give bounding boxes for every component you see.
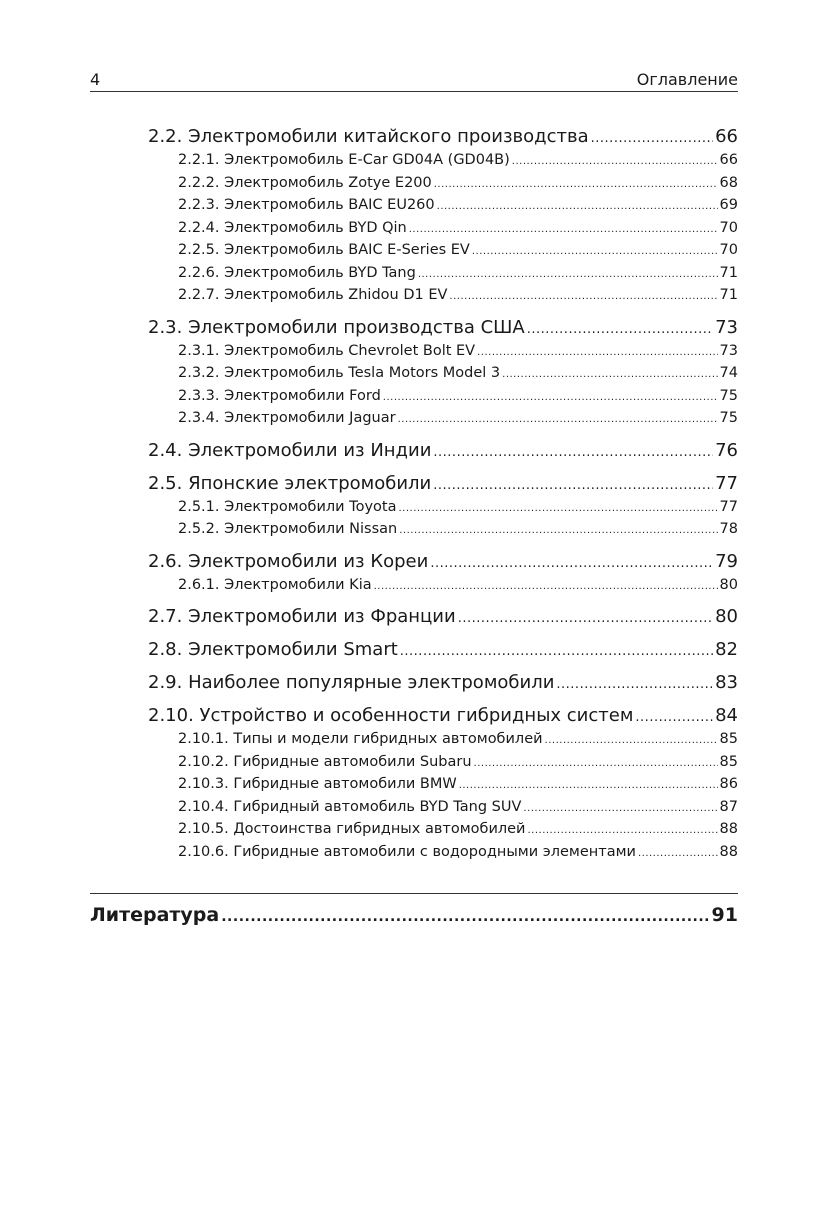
- toc-entry-page: 71: [719, 264, 738, 281]
- toc-leader-dots: [638, 841, 718, 866]
- header-rule: [90, 91, 738, 92]
- toc-entry[interactable]: [148, 385, 738, 408]
- toc-entry-page: 79: [715, 550, 738, 572]
- toc-leader-dots: [545, 728, 718, 753]
- toc-entry-title: 2.2. Электромобили китайского производства: [148, 126, 589, 147]
- toc-leader-dots: [398, 496, 717, 521]
- toc-entry-title: 2.7. Электромобили из Франции: [148, 606, 456, 627]
- toc-entry[interactable]: [148, 315, 738, 340]
- toc-entry[interactable]: [148, 149, 738, 172]
- toc-entry-title: 2.10.4. Гибридный автомобиль BYD Tang SUV: [178, 798, 522, 815]
- toc-entry-page: 70: [719, 242, 738, 258]
- toc-entry-title: 2.10.2. Гибридные автомобили Subaru: [178, 753, 472, 770]
- toc-entry-page: 86: [719, 776, 738, 792]
- toc-entry-page: 76: [715, 439, 738, 461]
- toc-leader-dots: [477, 340, 717, 365]
- toc-entry-title: 2.6.1. Электромобили Kia: [178, 576, 372, 593]
- toc-entry-title: 2.3. Электромобили производства США: [148, 316, 525, 338]
- toc-leader-dots: [374, 574, 718, 599]
- toc-leader-dots: [459, 773, 718, 798]
- page-number: 4: [90, 70, 101, 89]
- toc-entry-page: 66: [715, 126, 738, 147]
- toc-entry[interactable]: [148, 217, 738, 240]
- toc-entry-page: 83: [715, 672, 738, 693]
- toc-leader-dots: [591, 124, 713, 151]
- toc-entry-page: 82: [715, 639, 738, 660]
- toc-entry[interactable]: [148, 194, 738, 217]
- toc-entry-title: 2.5.2. Электромобили Nissan: [178, 521, 398, 537]
- toc-entry-literature[interactable]: [90, 900, 738, 930]
- toc-entry-page: 75: [719, 410, 738, 426]
- toc-entry[interactable]: [148, 604, 738, 629]
- toc-entry-page: 77: [719, 498, 738, 515]
- toc-leader-dots: [409, 217, 718, 242]
- toc-leader-dots: [527, 315, 713, 342]
- toc-entry[interactable]: [148, 637, 738, 662]
- toc-entry[interactable]: [148, 172, 738, 195]
- toc-entry-title: Литература: [90, 904, 220, 926]
- toc-entry[interactable]: [148, 407, 738, 430]
- toc-leader-dots: [474, 751, 718, 776]
- toc-entry-title: 2.4. Электромобили из Индии: [148, 439, 432, 461]
- toc-leader-dots: [556, 670, 713, 697]
- toc-entry-page: 69: [719, 197, 738, 213]
- toc-entry-title: 2.2.3. Электромобиль BAIC EU260: [178, 197, 435, 213]
- toc-entry[interactable]: [148, 751, 738, 774]
- toc-leader-dots: [398, 407, 718, 432]
- toc-entry-title: 2.2.5. Электромобиль BAIC E-Series EV: [178, 242, 470, 258]
- toc-entry-page: 71: [719, 287, 738, 303]
- toc-entry-title: 2.9. Наиболее популярные электромобили: [148, 672, 555, 693]
- toc-entry-page: 85: [719, 753, 738, 770]
- toc-leader-dots: [527, 818, 717, 843]
- toc-entry-title: 2.2.4. Электромобиль BYD Qin: [178, 219, 407, 236]
- toc-entry-page: 91: [711, 904, 738, 926]
- toc-entry[interactable]: [148, 471, 738, 496]
- table-of-contents: [148, 124, 738, 863]
- toc-leader-dots: [472, 239, 718, 264]
- toc-leader-dots: [383, 385, 718, 410]
- toc-entry-page: 78: [719, 521, 738, 537]
- toc-entry-title: 2.2.1. Электромобиль E-Car GD04A (GD04B): [178, 152, 510, 168]
- toc-entry-page: 88: [719, 821, 738, 837]
- toc-leader-dots: [430, 549, 713, 576]
- toc-entry-title: 2.10.6. Гибридные автомобили с водородными элементами: [178, 843, 636, 860]
- toc-entry[interactable]: [148, 574, 738, 597]
- toc-entry-page: 87: [719, 798, 738, 815]
- toc-entry-page: 77: [715, 472, 738, 494]
- toc-leader-dots: [437, 194, 718, 219]
- toc-leader-dots: [523, 796, 717, 821]
- toc-entry-page: 73: [715, 316, 738, 338]
- toc-entry[interactable]: [148, 728, 738, 751]
- toc-entry-title: 2.5.1. Электромобили Toyota: [178, 498, 397, 515]
- toc-entry-page: 80: [715, 606, 738, 627]
- toc-entry-title: 2.2.7. Электромобиль Zhidou D1 EV: [178, 287, 448, 303]
- toc-leader-dots: [449, 284, 717, 309]
- toc-entry-title: 2.3.4. Электромобили Jaguar: [178, 410, 396, 426]
- toc-entry[interactable]: [148, 438, 738, 463]
- toc-entry-page: 85: [719, 731, 738, 747]
- toc-entry-title: 2.10. Устройство и особенности гибридных систем: [148, 705, 634, 726]
- toc-entry-page: 68: [719, 174, 738, 191]
- toc-leader-dots: [434, 172, 718, 197]
- running-title: Оглавление: [636, 70, 738, 89]
- toc-entry-page: 66: [719, 152, 738, 168]
- toc-entry[interactable]: [148, 362, 738, 385]
- toc-leader-dots: [400, 637, 713, 664]
- toc-entry-page: 70: [719, 219, 738, 236]
- toc-entry-page: 75: [719, 387, 738, 404]
- toc-entry-title: 2.8. Электромобили Smart: [148, 639, 398, 660]
- toc-entry[interactable]: [148, 124, 738, 149]
- toc-leader-dots: [635, 703, 713, 730]
- toc-entry[interactable]: [148, 670, 738, 695]
- toc-entry[interactable]: [148, 284, 738, 307]
- toc-entry[interactable]: [148, 703, 738, 728]
- toc-entry[interactable]: [148, 262, 738, 285]
- toc-entry-title: 2.10.1. Типы и модели гибридных автомобилей: [178, 731, 543, 747]
- toc-leader-dots: [418, 262, 718, 287]
- toc-entry-page: 88: [719, 843, 738, 860]
- toc-entry-title: 2.5. Японские электромобили: [148, 472, 432, 494]
- toc-leader-dots: [458, 604, 713, 631]
- toc-leader-dots: [433, 438, 713, 465]
- toc-entry-title: 2.3.2. Электромобиль Tesla Motors Model 3: [178, 365, 501, 381]
- toc-entry[interactable]: [148, 773, 738, 796]
- toc-leader-dots: [512, 149, 718, 174]
- toc-leader-dots: [399, 518, 717, 543]
- toc-entry-title: 2.10.3. Гибридные автомобили BMW: [178, 776, 457, 792]
- toc-entry-page: 80: [719, 576, 738, 593]
- toc-entry-title: 2.3.1. Электромобиль Chevrolet Bolt EV: [178, 342, 476, 359]
- page-header: [90, 70, 738, 92]
- toc-leader-dots: [502, 362, 717, 387]
- toc-leader-dots: [221, 900, 709, 932]
- toc-entry[interactable]: [148, 518, 738, 541]
- toc-entry[interactable]: [148, 496, 738, 519]
- toc-entry-title: 2.2.2. Электромобиль Zotye E200: [178, 174, 432, 191]
- section-rule: [90, 893, 738, 894]
- toc-entry-page: 84: [715, 705, 738, 726]
- toc-entry[interactable]: [148, 796, 738, 819]
- toc-entry-title: 2.3.3. Электромобили Ford: [178, 387, 381, 404]
- toc-entry-title: 2.10.5. Достоинства гибридных автомобилей: [178, 821, 526, 837]
- toc-entry[interactable]: [148, 340, 738, 363]
- toc-entry[interactable]: [148, 239, 738, 262]
- toc-entry[interactable]: [148, 818, 738, 841]
- toc-entry[interactable]: [148, 549, 738, 574]
- toc-entry-page: 73: [719, 342, 738, 359]
- toc-entry-title: 2.6. Электромобили из Кореи: [148, 550, 429, 572]
- toc-leader-dots: [433, 471, 713, 498]
- toc-entry-page: 74: [719, 365, 738, 381]
- toc-entry[interactable]: [148, 841, 738, 864]
- toc-entry-title: 2.2.6. Электромобиль BYD Tang: [178, 264, 416, 281]
